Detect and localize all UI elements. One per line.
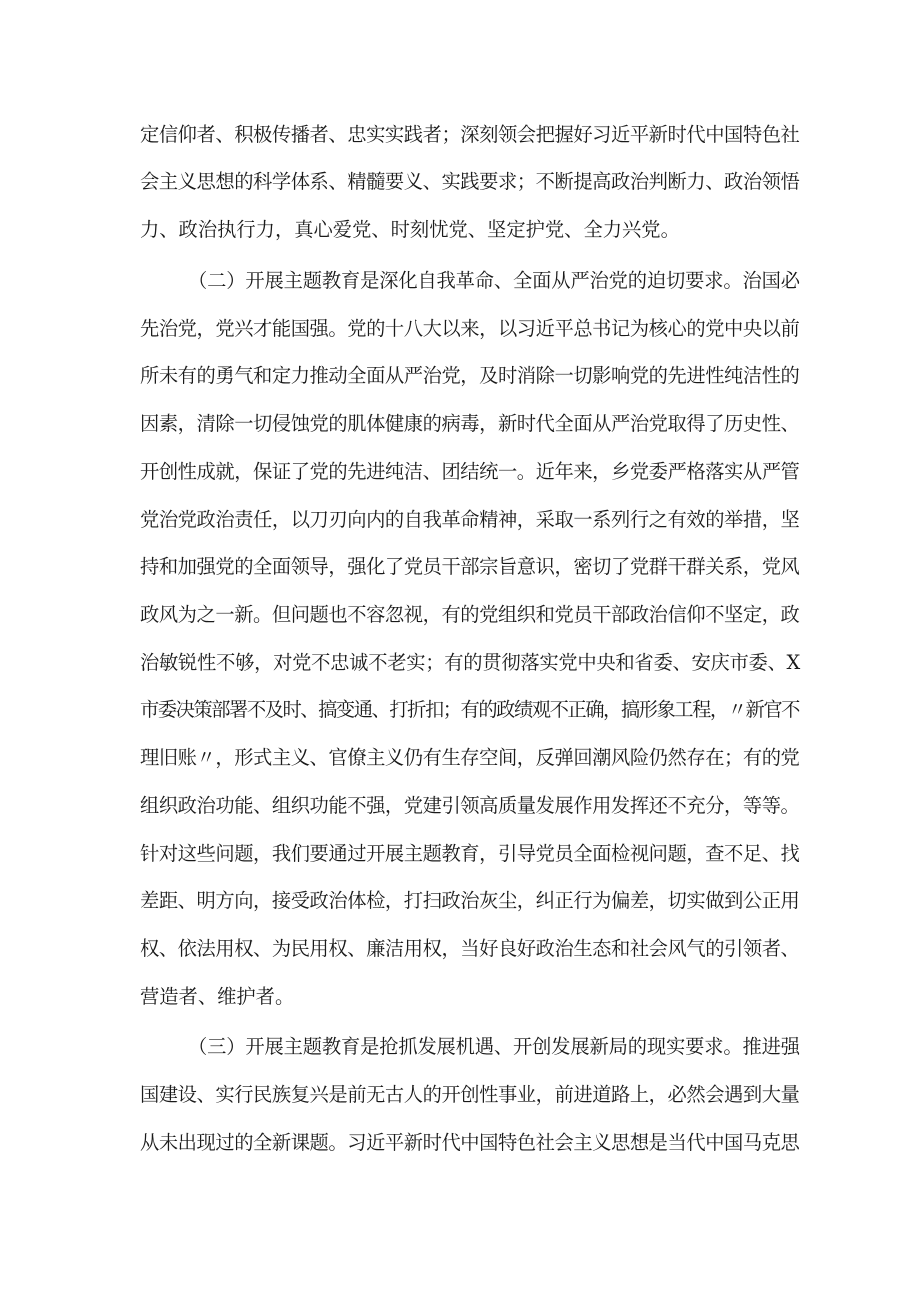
text-line: 所未有的勇气和定力推动全面从严治党，及时消除一切影响党的先进性纯洁性的 [140, 364, 800, 387]
text-line: 权、依法用权、为民用权、廉洁用权，当好良好政治生态和社会风气的引领者、 [140, 937, 800, 960]
text-line: 差距、明方向，接受政治体检，打扫政治灰尘，纠正行为偏差，切实做到公正用 [140, 889, 800, 912]
paragraph-heading-2: （二）开展主题教育是深化自我革命、全面从严治党的迫切要求。治国必 [188, 269, 800, 292]
text-line: 持和加强党的全面领导，强化了党员干部宗旨意识，密切了党群干群关系，党风 [140, 555, 800, 578]
text-line: 力、政治执行力，真心爱党、时刻忧党、坚定护党、全力兴党。 [140, 218, 680, 241]
text-line: 治敏锐性不够，对党不忠诚不老实；有的贯彻落实党中央和省委、安庆市委、X [140, 651, 801, 674]
text-line: 从未出现过的全新课题。习近平新时代中国特色社会主义思想是当代中国马克思 [140, 1131, 800, 1154]
text-line: 针对这些问题，我们要通过开展主题教育，引导党员全面检视问题，查不足、找 [140, 842, 800, 865]
text-line: 营造者、维护者。 [140, 985, 295, 1008]
text-line: 先治党，党兴才能国强。党的十八大以来，以习近平总书记为核心的党中央以前 [140, 317, 800, 340]
text-line: 国建设、实行民族复兴是前无古人的开创性事业，前进道路上，必然会遇到大量 [140, 1083, 800, 1106]
text-line: 政风为之一新。但问题也不容忽视，有的党组织和党员干部政治信仰不坚定，政 [140, 603, 800, 626]
text-line: 市委决策部署不及时、搞变通、打折扣；有的政绩观不正确，搞形象工程，〃新官不 [140, 698, 799, 721]
text-line: 开创性成就，保证了党的先进纯洁、团结统一。近年来，乡党委严格落实从严管 [140, 460, 800, 483]
text-line: 因素，清除一切侵蚀党的肌体健康的病毒，新时代全面从严治党取得了历史性、 [140, 412, 800, 435]
paragraph-heading-3: （三）开展主题教育是抢抓发展机遇、开创发展新局的现实要求。推进强 [188, 1035, 800, 1058]
text-line: 组织政治功能、组织功能不强，党建引领高质量发展作用发挥还不充分，等等。 [140, 794, 800, 817]
text-line: 理旧账〃，形式主义、官僚主义仍有生存空间，反弹回潮风险仍然存在；有的党 [140, 746, 800, 769]
text-line: 定信仰者、积极传播者、忠实实践者；深刻领会把握好习近平新时代中国特色社 [140, 123, 800, 146]
text-line: 党治党政治责任，以刀刃向内的自我革命精神，采取一系列行之有效的举措，坚 [140, 508, 800, 531]
text-line: 会主义思想的科学体系、精髓要义、实践要求；不断提高政治判断力、政治领悟 [140, 170, 800, 193]
